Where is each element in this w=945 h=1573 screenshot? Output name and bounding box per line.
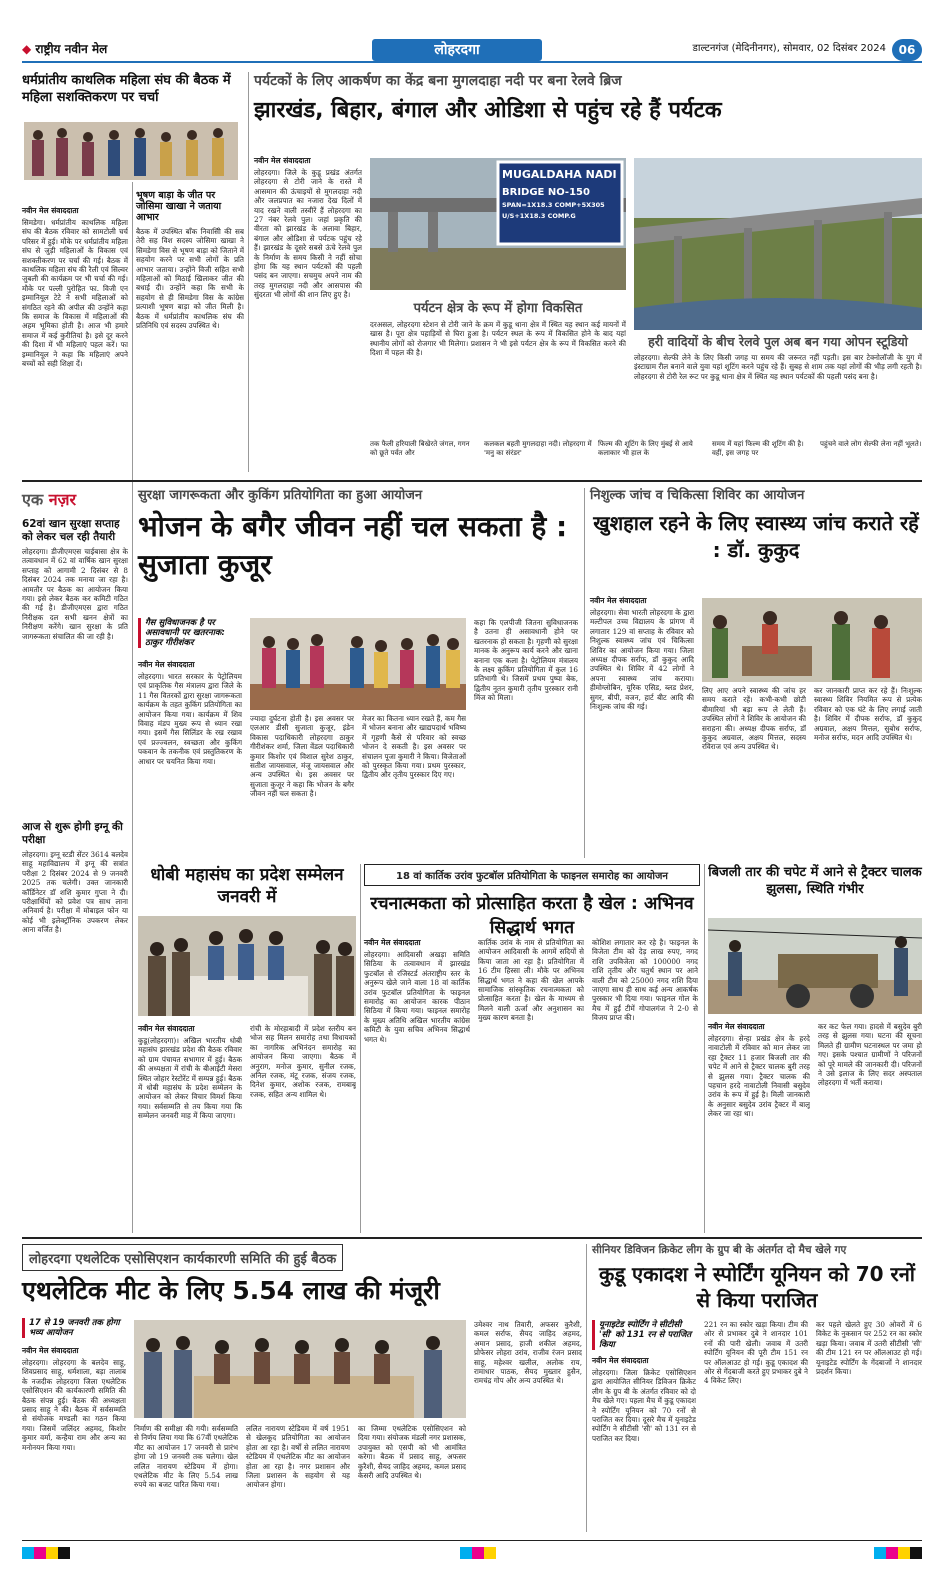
color-registration-left bbox=[22, 1544, 70, 1563]
athletic-photo bbox=[134, 1320, 466, 1418]
food-body: लोहरदगा। भारत सरकार के पेट्रोलियम एवं प्राकृतिक गैस मंत्रालय द्वारा जिले के 11 गैस वितरकों द्वारा सुरक्षा जागरूकता कार्यक्रम के तहत कुकिंग प्रतियोगिता का आयोजन किया गया। कार्यक्रम में शिव विवाह मंडप मुख्य रूप से ध्यान रखा गया। इसमें गैस सिलिंडर के रख रखाव एवं प्रज्ज्वलन, स्वच्छता और कुकिंग पकवान के तकनीक एवं प्रस्तुतिकरण के आधार पर चयनित किया गया। bbox=[138, 672, 242, 766]
electric-col-1 bbox=[708, 1022, 810, 1230]
food-tag: गैस सुविधाजनक है पर असावधानी पर खतरनाक: ठाकुर गीरीशंकर bbox=[138, 618, 242, 648]
electric-story bbox=[708, 864, 922, 1233]
women-photo-illustration bbox=[24, 122, 238, 180]
color-registration-center bbox=[460, 1544, 496, 1563]
col-divider-6 bbox=[586, 1244, 587, 1532]
swatch-black bbox=[58, 1547, 70, 1559]
dateline: डाल्टनगंज (मेदिनीनगर), सोमवार, 02 दिसंबर 2024 bbox=[692, 43, 886, 54]
section-tab bbox=[372, 39, 542, 61]
food-col-2 bbox=[250, 714, 354, 858]
health-col-2 bbox=[702, 686, 806, 850]
football-body: लोहरदगा। आदिवासी अखड़ा समिति सिठिया के तत्वावधान में झारखंड फुटबॉल से रजिस्टर्ड अंतराष्ट्रीय स्तर के अनुरूप खेले जाने वाला 18 वां कार्तिक उरांव फुटबॉल प्रतियोगिता के फाइनल समारोह का आयोजन कारक पीठान सिठिया में किया गया। फाइनल समारोह के मुख्य अतिथि अखिल भारतीय कांग्रेस कमिटी के युवा सचिव अभिनव सिद्धार्थ भगत थे। bbox=[364, 950, 470, 1044]
cricket-col-3 bbox=[816, 1320, 922, 1530]
health-headline: खुशहाल रहने के लिए स्वास्थ्य जांच कराते रहें : डॉ. कुकुद bbox=[593, 511, 919, 562]
swatch-cyan bbox=[22, 1547, 34, 1559]
bridge-photo-view bbox=[634, 158, 922, 330]
ek-nazar-label: एक नज़र bbox=[22, 490, 77, 509]
masthead bbox=[22, 38, 922, 62]
bridge-headline: झारखंड, बिहार, बंगाल और ओडिशा से पहुंच रहे हैं पर्यटक bbox=[254, 98, 722, 123]
food-story bbox=[138, 488, 578, 858]
athletic-byline: नवीन मेल संवाददाता bbox=[22, 1346, 79, 1355]
electric-byline: नवीन मेल संवाददाता bbox=[708, 1022, 765, 1031]
ek-nazar bbox=[22, 488, 128, 1233]
athletic-col-1 bbox=[22, 1318, 126, 1530]
cricket-body: लोहरदगा। जिला क्रिकेट एसोसिएशन द्वारा आयोजित सीनियर डिविजन क्रिकेट लीग के ग्रुप बी के अंतर्गत रविवार को दो मैच खेले गए। पहला मैच में कुडू एकादश ने स्पोर्टिंग यूनियन को 70 रनों से पराजित कर दिया। दूसरे मैच में यूनाइटेड स्पोर्टिंग ने सीटीसी 'सी' को 131 रन से पराजित कर दिया। bbox=[592, 1368, 696, 1443]
electric-body: लोहरदगा। सेन्हा प्रखंड क्षेत्र के हरदे नावाटोली में रविवार को मान लेकर जा रहा ट्रैक्टर 11 हजार बिजली तार की चपेट में आने से ट्रैक्टर चालक बुरी तरह से झुलस गया। ट्रैक्टर चालक की पहचान हरदे नावाटोली निवासी बसुदेव उरांव के रूप में हुई है। मिली जानकारी के अनुसार बसुदेव उरांव ट्रैक्टर में बालू लेकर जा रहा था। bbox=[708, 1034, 810, 1119]
athletic-headline: एथलेटिक मीट के लिए 5.54 लाख की मंजूरी bbox=[22, 1276, 440, 1305]
athletic-col-2 bbox=[134, 1424, 238, 1528]
col-divider-5 bbox=[704, 864, 705, 1233]
health-col-3 bbox=[814, 686, 922, 850]
athletic-body-5: उमेश्वर नाथ तिवारी, अफसर कुरैशी, कमल सर्राफ, सैयद जाहिद अहमद, अमान प्रसाद, हाजी शकील अहमद, प्रोफेसर लोहरा उरांव, राजीव रंजन प्रसाद साहू, महेश्वर खलील, अलोक राय, रामाधार पाठक, सैयद मुख्तार हुसैन, रामचंद्र गोप और अन्य उपस्थित थे। bbox=[474, 1320, 582, 1386]
print-color-bar bbox=[22, 1540, 922, 1554]
nazar-item1-headline: 62वां खान सुरक्षा सप्ताह को लेकर चल रही तैयारी bbox=[22, 518, 120, 543]
athletic-col-5 bbox=[474, 1320, 582, 1528]
football-headline: रचनात्मकता को प्रोत्साहित करता है खेल : अभिनव सिद्धार्थ भगत bbox=[370, 894, 694, 938]
swatch-magenta-2 bbox=[472, 1547, 484, 1559]
bridge-sub-headline-1: पर्यटन क्षेत्र के रूप में होगा विकसित bbox=[413, 301, 583, 316]
food-kicker: सुरक्षा जागरूकता और कुकिंग प्रतियोगिता का हुआ आयोजन bbox=[138, 488, 423, 503]
nazar-item2-body: लोहरदगा। इग्नू स्टडी सेंटर 3614 बलदेव साहू महाविद्यालय में इग्नू की सत्रांत परीक्षा 2 दिसंबर 2024 से 9 जनवरी 2025 तक चलेगी। उक्त जानकारी कॉर्डिनेटर डॉ शशि कुमार गुप्ता ने दी। परीक्षार्थियों को प्रवेश पत्र साथ लाना अनिवार्य है। परीक्षा में मोबाइल फोन या कोई भी इलेक्ट्रॉनिक उपकरण लेकर आना वर्जित है। bbox=[22, 850, 128, 935]
cricket-col-2 bbox=[704, 1320, 808, 1530]
col-divider-2 bbox=[132, 488, 133, 1233]
bridge-byline: नवीन मेल संवाददाता bbox=[254, 156, 311, 165]
nazar-item2-headline: आज से शुरू होगी इग्नू की परीक्षा bbox=[22, 821, 123, 846]
bridge-sub-body-2: लोहरदगा। सेल्फी लेने के लिए किसी जगह या समय की जरूरत नहीं पड़ती। इस बार टेक्नोलॉजी के युग में इंस्टाग्राम रील बनाने वाले युवा यहां शूटिंग करने पहुंच रहे हैं। सुबह से शाम तक यहां लोगों की भीड़ लगी रहती है। लोहरदगा से टोरी रेल रूट पर कुडू थाना क्षेत्र में स्थित यह स्थान पर्यटकों की पहली पसंद बना है। bbox=[634, 353, 922, 381]
row-rule-2 bbox=[22, 1237, 922, 1239]
cricket-story bbox=[592, 1244, 922, 1532]
athletic-kicker-box bbox=[22, 1244, 343, 1271]
football-col-3 bbox=[592, 938, 698, 1228]
food-photo bbox=[250, 618, 466, 710]
bridge-sign-text: MUGALDAHA NADI BRIDGE NO-150 SPAN=1X18.3 COMP+5X305 U/S+1X18.3 COMP.G bbox=[502, 168, 617, 220]
football-banner: 18 वां कार्तिक उरांव फुटबॉल प्रतियोगिता के फाइनल समारोह का आयोजन bbox=[364, 864, 700, 886]
electric-col-2 bbox=[818, 1022, 922, 1228]
football-col-2 bbox=[478, 938, 584, 1228]
swatch-black-3 bbox=[910, 1547, 922, 1559]
section-name: लोहरदगा bbox=[434, 42, 480, 58]
health-col-1 bbox=[590, 596, 694, 860]
col-divider-4 bbox=[360, 864, 361, 1233]
dhobi-byline: नवीन मेल संवाददाता bbox=[138, 1024, 195, 1033]
paper-name: राष्ट्रीय नवीन मेल bbox=[35, 42, 108, 56]
bridge-sub-headline-2: हरी वादियों के बीच रेलवे पुल अब बन गया ओपन स्टूडियो bbox=[648, 334, 908, 349]
bridge-col-1 bbox=[254, 156, 362, 472]
athletic-col-4 bbox=[358, 1424, 466, 1528]
cricket-tag: यूनाइटेड स्पोर्टिंग ने सीटीसी 'सी' को 131 रन से पराजित किया bbox=[592, 1320, 696, 1350]
bridge-caption-4: समय में यहां फिल्म की शूटिंग की है। वहीं, इस जगह पर bbox=[712, 440, 804, 457]
food-col-1 bbox=[138, 618, 242, 832]
bridge-sub-body-1: दरअसल, लोहरदगा स्टेशन से टोरी जाने के क्रम में कुडू थाना क्षेत्र में स्थित यह स्थान कई मायनों में खास है। पूरा क्षेत्र पहाड़ियों से घिरा हुआ है। पर्यटन स्थल के रूप में विकसित होने के बाद यहां स्थानीय लोगों को रोजगार भी मिलेगा। प्रशासन ने भी इसे पर्यटन क्षेत्र के रूप में विकसित करने की दिशा में पहल की है। bbox=[370, 320, 626, 358]
nazar-item1-body: लोहरदगा। डीजीएमएस चाईबासा क्षेत्र के तत्वावधान में 62 वां वार्षिक खान सुरक्षा सप्ताह को आगामी 2 दिसंबर से 8 दिसंबर 2024 तक मनाया जा रहा है। आमतौर पर बैठक का आयोजन किया गया। इसे लेकर बैठक कर कमिटी गठित की गई है। डीजीएमएस द्वारा गठित निरीक्षक दल सभी खनन क्षेत्रों का निरीक्षण करेंगे। खान सुरक्षा के प्रति जागरूकता संचालित की जा रही है। bbox=[22, 547, 128, 641]
bridge-body: लोहरदगा। जिले के कुडू प्रखंड अंतर्गत लोहरदगा से टोरी जाने के रास्ते में आसमान की ऊंचाइयों से मुगलदाहा नदी और जलप्रपात का नजारा देख दिलों में याद रखने वाली तस्वीरें हैं लोहरदगा का 27 नंबर रेलवे पुल। जहां प्रकृति की वीरता को झारखंड के अलावा बिहार, बंगाल और ओडिशा से पर्यटक पहुंच रहे हैं। झारखंड के दूसरे सबसे ऊंचे रेलवे पुल के निर्माण के समय किसी ने नहीं सोचा होगा कि यह स्थान पर्यटकों की पहली पसंद बन जाएगा। सचमुच अपने नाम की तरह मुगलदाहा नदी और आसपास की सुंदरता भी लोगों की शान लिए हुए है। bbox=[254, 168, 362, 300]
health-byline: नवीन मेल संवाददाता bbox=[590, 596, 647, 605]
athletic-tag: 17 से 19 जनवरी तक होगा भव्य आयोजन bbox=[22, 1318, 126, 1338]
swatch-magenta bbox=[34, 1547, 46, 1559]
bhushan-box bbox=[136, 190, 244, 459]
football-body-2: कार्तिक उरांव के नाम से प्रतियोगिता का आयोजन आदिवासी के आगमें सदियों से किया जाता आ रहा है। प्रतियोगिता में 16 टीम हिस्सा ली। मौके पर अभिनव सिद्धार्थ भगत ने कहा की खेल आपके सामाजिक सांस्कृतिक रचनात्मकता को प्रोत्साहित करता है। खेल के माध्यम से मिलने वाली ऊर्जा और अनुशासन का मुख्य कारण बनता है। bbox=[478, 938, 584, 1023]
athletic-col-3 bbox=[246, 1424, 350, 1528]
masthead-rule bbox=[22, 61, 922, 63]
bridge-captions bbox=[370, 440, 922, 468]
swatch-yellow bbox=[46, 1547, 58, 1559]
women-photo bbox=[24, 122, 238, 180]
bridge-story bbox=[254, 72, 922, 472]
football-story bbox=[364, 864, 700, 1233]
women-col-left bbox=[22, 206, 128, 472]
athletic-kicker: लोहरदगा एथलेटिक एसोसिएशन कार्यकारणी समिति की हुई बैठक bbox=[29, 1252, 337, 1267]
electric-photo bbox=[708, 918, 922, 1014]
food-body-2: ज्यादा दुर्घटना होती है। इस अवसर पर एलआर डीसी सुजाता कुजूर, इंडेन विकास पदाधिकारी लोहरदगा ठाकुर गीरीशंकर शर्मा, जिला वेंडल पदाधिकारी कुमार किशोर एवं विशाल सुरेश ठाकुर, सतीश जायसवाल, मंजू जायसवाल और अन्य उपस्थित थे। इस अवसर पर सुजाता कुजूर ने कहा कि भोजन के बगैर जीवन नहीं चल सकता है। bbox=[250, 714, 354, 799]
bridge-caption-1: तक फैली हरियाली बिखेरते जंगल, गगन को छूते पर्वत और bbox=[370, 440, 470, 457]
dhobi-headline: धोबी महासंघ का प्रदेश सम्मेलन जनवरी में bbox=[150, 865, 344, 907]
health-story bbox=[590, 488, 922, 858]
swatch-magenta-3 bbox=[886, 1547, 898, 1559]
athletic-body: लोहरदगा। लोहरदगा के बलदेव साहू, शिवप्रसाद साहू, धर्मशाला, बड़ा तालाब के नजदीक लोहरदगा जिला एथलेटिक एसोसिएशन की कार्यकारणी समिति की बैठक संपन्न हुई। बैठक की अध्यक्षता प्रसाद साहू ने की। बैठक में सर्वसम्मति से संयोजक मण्डली का गठन किया गया। जिसमें जलिंदर अहमद, किशोर कुमार वर्मा, कन्हैया राम और अन्य का मनोनयन किया गया। bbox=[22, 1358, 126, 1452]
athletic-photo-illustration bbox=[134, 1320, 466, 1418]
health-body-2: लिए आए अपने स्वास्थ्य की जांच हर समय कराते रहें। कभी-कभी छोटी बीमारियां भी बड़ा रूप ले लेती हैं। उपस्थित लोगों ने शिविर के आयोजन की सराहना की। अध्यक्ष दीपक सर्राफ, डॉ कुकुद अग्रवाल, अक्षय मित्तल, सदस्य रविराज एवं अन्य उपस्थित थे। bbox=[702, 686, 806, 752]
food-body-4: कहा कि एलपीजी जितना सुविधाजनक है उतना ही असावधानी होने पर खतरनाक हो सकता है। गृहणी को सुरक्षा मानक के अनुरूप कार्य करने और खाना बनाना एक कला है। पेट्रोलियम मंत्रालय के लक्ष्य कुकिंग प्रतियोगिता में कुल 16 प्रतिभागी थे। जिसमें प्रथम पुष्पा बेक, द्वितीय नूतन कुमारी तृतीय पुरस्कार रानी मिंज को मिला। bbox=[474, 618, 578, 703]
electric-headline: बिजली तार की चपेट में आने से ट्रैक्टर चालक झुलसा, स्थिति गंभीर bbox=[708, 865, 922, 897]
women-byline: नवीन मेल संवाददाता bbox=[22, 206, 79, 215]
swatch-yellow-3 bbox=[898, 1547, 910, 1559]
bridge-caption-3: फिल्म की शूटिंग के लिए मुंबई से आये कलाकार भी हाल के bbox=[598, 440, 693, 457]
dhobi-photo-illustration bbox=[138, 916, 356, 1016]
logo-mark: ◆ bbox=[22, 42, 32, 56]
bridge-kicker: पर्यटकों के लिए आकर्षण का केंद्र बना मुगलदाहा नदी पर बना रेलवे ब्रिज bbox=[254, 73, 622, 89]
food-byline: नवीन मेल संवाददाता bbox=[138, 660, 195, 669]
dhobi-photo bbox=[138, 916, 356, 1016]
bhushan-body: बैठक में उपस्थित बाँक निवासीि की सब तेरी सह विश सदस्य जोसिमा खाखा ने सिमडेगा विस से भूषण बाड़ा को जिताने में सहयोग करने पर सभी लोगों के प्रति आभार जताया। उन्होंने विजी सहित सभी महिलाओं को मिठाई खिलाकर जीत की बधाई दी। उन्होंने कहा कि सभी के सहयोग से ही सिमडेगा विस के कांग्रेस प्रत्याशी भूषण बाड़ा को जीत मिली है। बैठक में धर्मप्रांतीय काथलिक संघ की प्रतिनिधि एवं सदस्य उपस्थित थे। bbox=[136, 227, 244, 331]
health-photo bbox=[702, 598, 922, 682]
cricket-body-2: 221 रन का स्कोर खड़ा किया। टीम की ओर से प्रभाकर दुबे ने शानदार 101 रनों की पारी खेली। जवाब में उतरी स्पोर्टिंग यूनियन की पूरी टीम 151 रन पर ऑलआउट हो गई। कुडू एकादश की ओर से गेंदबाजी करते हुए प्रभाकर दुबे ने 4 विकेट लिए। bbox=[704, 1320, 808, 1386]
football-col-1 bbox=[364, 938, 470, 1230]
bhushan-headline: भूषण बाड़ा के जीत पर जोसिमा खाखा ने जताया आभार bbox=[136, 190, 222, 223]
dhobi-story bbox=[138, 864, 356, 1233]
food-col-4 bbox=[474, 618, 578, 858]
paper-logo bbox=[22, 38, 107, 60]
cricket-kicker: सीनियर डिविजन क्रिकेट लीग के ग्रुप बी के अंतर्गत दो मैच खेले गए bbox=[592, 1244, 847, 1256]
cricket-body-3: कर पहले खेलते हुए 30 ओवरों में 6 विकेट के नुकसान पर 252 रन का स्कोर खड़ा किया। जवाब में उतरी सीटीसी 'सी' की टीम 121 रन पर ऑलआउट हो गई। यूनाइटेड स्पोर्टिंग के गेंदबाजों ने शानदार प्रदर्शन किया। bbox=[816, 1320, 922, 1377]
electric-photo-illustration bbox=[708, 918, 922, 1014]
women-story bbox=[22, 72, 244, 472]
swatch-cyan-2 bbox=[460, 1547, 472, 1559]
cricket-byline: नवीन मेल संवाददाता bbox=[592, 1356, 649, 1365]
page-number: 06 bbox=[892, 39, 922, 61]
swatch-yellow-2 bbox=[484, 1547, 496, 1559]
bridge-photo-sign bbox=[370, 158, 626, 290]
row-rule-1 bbox=[22, 480, 922, 482]
dhobi-body-2: रांची के मोरहाबादी में प्रदेश स्तरीय बन भोज सह मिलन समारोह तथा विधायकों का नागरिक अभिनंदन समारोह का आयोजन किया जाएगा। बैठक में अनुराग, मनोज कुमार, सुनील रजक, अनिल रजक, मंटू रजक, संजय रजक, दिनेश कुमार, अशोक रजक, रामबाबू रजक, सहित अन्य शामिल थे। bbox=[250, 1024, 356, 1099]
food-col-3 bbox=[362, 714, 466, 858]
football-body-3: कोशिश लगातार कर रहे है। फाइनल के विजेता टीम को देड़ लाख रुपए, नगद राशि उपविजेता को 100000 नगद राशि तृतीय और चतुर्थ स्थान पर आने वाली टीम को 25000 नगद राशि दिया जाएगा साथ ही साथ कई अन्य आकर्षक पुरस्कार भी दिया गया। फाइनल गोल के मैच में हुईं टीमें गोपालगंज ने 2-0 से विजय प्राप्त की। bbox=[592, 938, 698, 1023]
food-photo-illustration bbox=[250, 618, 466, 710]
food-headline: भोजन के बगैर जीवन नहीं चल सकता है : सुजाता कुजूर bbox=[138, 510, 568, 581]
bridge-view-illustration bbox=[634, 158, 922, 330]
athletic-body-3: ललित नारायण स्टेडियम में वर्ष 1951 से खेलकूद प्रतियोगिता का आयोजन होता आ रहा है। वर्षों से ललित नारायण स्टेडियम में एथलेटिक मीट का आयोजन होता आ रहा है। नगर प्रशासन और जिला प्रशासन के सहयोग से यह आयोजन होगा। bbox=[246, 1424, 350, 1490]
athletic-story bbox=[22, 1244, 582, 1532]
dhobi-col-1 bbox=[138, 1024, 242, 1232]
cricket-col-1 bbox=[592, 1320, 696, 1532]
women-headline: धर्मप्रांतीय काथलिक महिला संघ की बैठक में महिला सशक्तिकरण पर चर्चा bbox=[22, 73, 231, 105]
food-body-3: मेजर का कितना ध्यान रखते हैं, कम गैस में भोजन बनाना और खाद्यपदार्थ भविष्य में गृहणी कैसे से परिवार को स्वच्छ भोजन दे सकती है। इस अवसर पर संचालन पूजा कुमारी ने किया। विजेताओं को पुरस्कृत किया गया। प्रथम पुरस्कार, द्वितीय और तृतीय पुरस्कार दिए गए। bbox=[362, 714, 466, 780]
electric-body-2: कर कट फेल गया। हादसे में बसुदेव बुरी तरह से झुलस गया। घटना की सूचना मिलते ही ग्रामीण घटनास्थल पर जमा हो गए। इसके पश्चात ग्रामीणों ने परिजनों को पूरे मामले की जानकारी दी। परिजनों ने उसे इलाज के लिए सदर अस्पताल लोहरदगा में भर्ती कराया। bbox=[818, 1022, 922, 1088]
col-divider-3 bbox=[584, 488, 585, 858]
football-byline: नवीन मेल संवाददाता bbox=[364, 938, 421, 947]
bridge-caption-2: कलकल बहती मुगलदाहा नदी। लोहरदगा में 'मनु का संरंडर' bbox=[484, 440, 592, 457]
col-divider-1 bbox=[248, 72, 249, 472]
bridge-sub-1 bbox=[370, 298, 626, 416]
swatch-cyan-3 bbox=[874, 1547, 886, 1559]
dhobi-body: कुडू(लोहरदगा)। अखिल भारतीय धोबी महासंघ झारखंड प्रदेश की बैठक रविवार को ग्राम पंचायत सभागार में हुई। बैठक की अध्यक्षता में रांची के बीआईटी मेसरा स्थित जोहार रेस्टोरेंट में सम्पन्न हुई। बैठक में धोबी महासंघ के प्रदेश सम्मेलन के आयोजन को लेकर विचार विमर्श किया गया। सर्वसम्मति से तय किया गया कि सम्मेलन जनवरी माह में किया जाएगा। bbox=[138, 1036, 242, 1121]
dhobi-col-2 bbox=[250, 1024, 356, 1230]
health-body-3: कर जानकारी प्राप्त कर रहे हैं। निःशुल्क स्वास्थ्य शिविर नियमित रूप से प्रत्येक रविवार को एक घंटे के लिए लगाई जाती है। शिविर में दीपक सर्राफ, डॉ कुकुद अग्रवाल, अक्षय मित्तल, सुबोध सर्राफ, मनोज सर्राफ, मदन आदि उपस्थित थे। bbox=[814, 686, 922, 743]
bridge-sub-2 bbox=[634, 334, 922, 413]
athletic-body-2: निर्माण की समीक्षा की गयी। सर्वसम्मति से निर्णय लिया गया कि 67वीं एथलेटिक मीट का आयोजन 17 जनवरी से प्रारंभ होगा जो 19 जनवरी तक चलेगा। खेल ललित नारायण स्टेडियम में होगा। एथलेटिक मीट के लिए 5.54 लाख रुपये का बजट पारित किया गया। bbox=[134, 1424, 238, 1490]
athletic-body-4: का जिम्मा एथलेटिक एसोसिएशन को दिया गया। संयोजक मंडली नगर प्रशासक, उपायुक्त को एसपी को भी आमंत्रित करेगा। बैठक में प्रसाद साहू, अफसर कुरैशी, सैयद जाहिद अहमद, कमल प्रसाद केसरी आदि उपस्थित थे। bbox=[358, 1424, 466, 1481]
health-photo-illustration bbox=[702, 598, 922, 682]
health-kicker: निशुल्क जांच व चिकित्सा शिविर का आयोजन bbox=[590, 488, 805, 503]
cricket-headline: कुडू एकादश ने स्पोर्टिंग यूनियन को 70 रनों से किया पराजित bbox=[599, 1262, 915, 1312]
color-registration-right bbox=[874, 1544, 922, 1563]
women-body: सिमडेगा। धर्मप्रांतीय काथलिक महिला संघ की बैठक रविवार को सामटोली चर्च परिसर में हुई। मौके पर धर्मप्रांतीय महिला संघ से जुड़ी महिलाओं के विकास एवं सशक्तीकरण पर चर्चा की गई। बैठक में काथलिक महिला संघ की रैली एवं सिल्वर जुबली की कार्यक्रम पर भी चर्चा की गई। मौके पर पल्ली पुरोहित फा. विजी एन इम्मानियूल टेटे ने सभी महिलाओं को संगठित रहने की अपील की उन्होंने कहा कि समाज के विकास में महिलाओं की अहम भूमिका होती है। आज भी हमारे समाज में कई कुरीतियां है। इसे दूर करने की दिशा में भी महिलाएं पहल करें। फा इम्मानियूल ने कहा कि महिलाएं अपने बच्चों को सही शिक्षा दें। bbox=[22, 218, 128, 369]
health-body: लोहरदगा। सेवा भारती लोहरदगा के द्वारा मल्टीपल उच्च विद्यालय के प्रांगण में लगातार 129 वां सप्ताह के रविवार को निशुल्क स्वास्थ्य जांच एवं चिकित्सा शिविर का आयोजन किया गया। जिला अध्यक्ष दीपक सर्राफ, डॉ कुकुद आदि उपस्थित थे। शिविर में 42 लोगों ने अपना स्वास्थ्य जांच कराया। हीमोग्लोबिन, यूरिक एसिड, ब्लड प्रेशर, सुगर, बीपी, वजन, हार्ट बीट आदि की निःशुल्क जांच की गई। bbox=[590, 608, 694, 712]
bridge-caption-5: पहुंचने वाले लोग सेल्फी लेना नहीं भूलते। bbox=[820, 440, 922, 448]
